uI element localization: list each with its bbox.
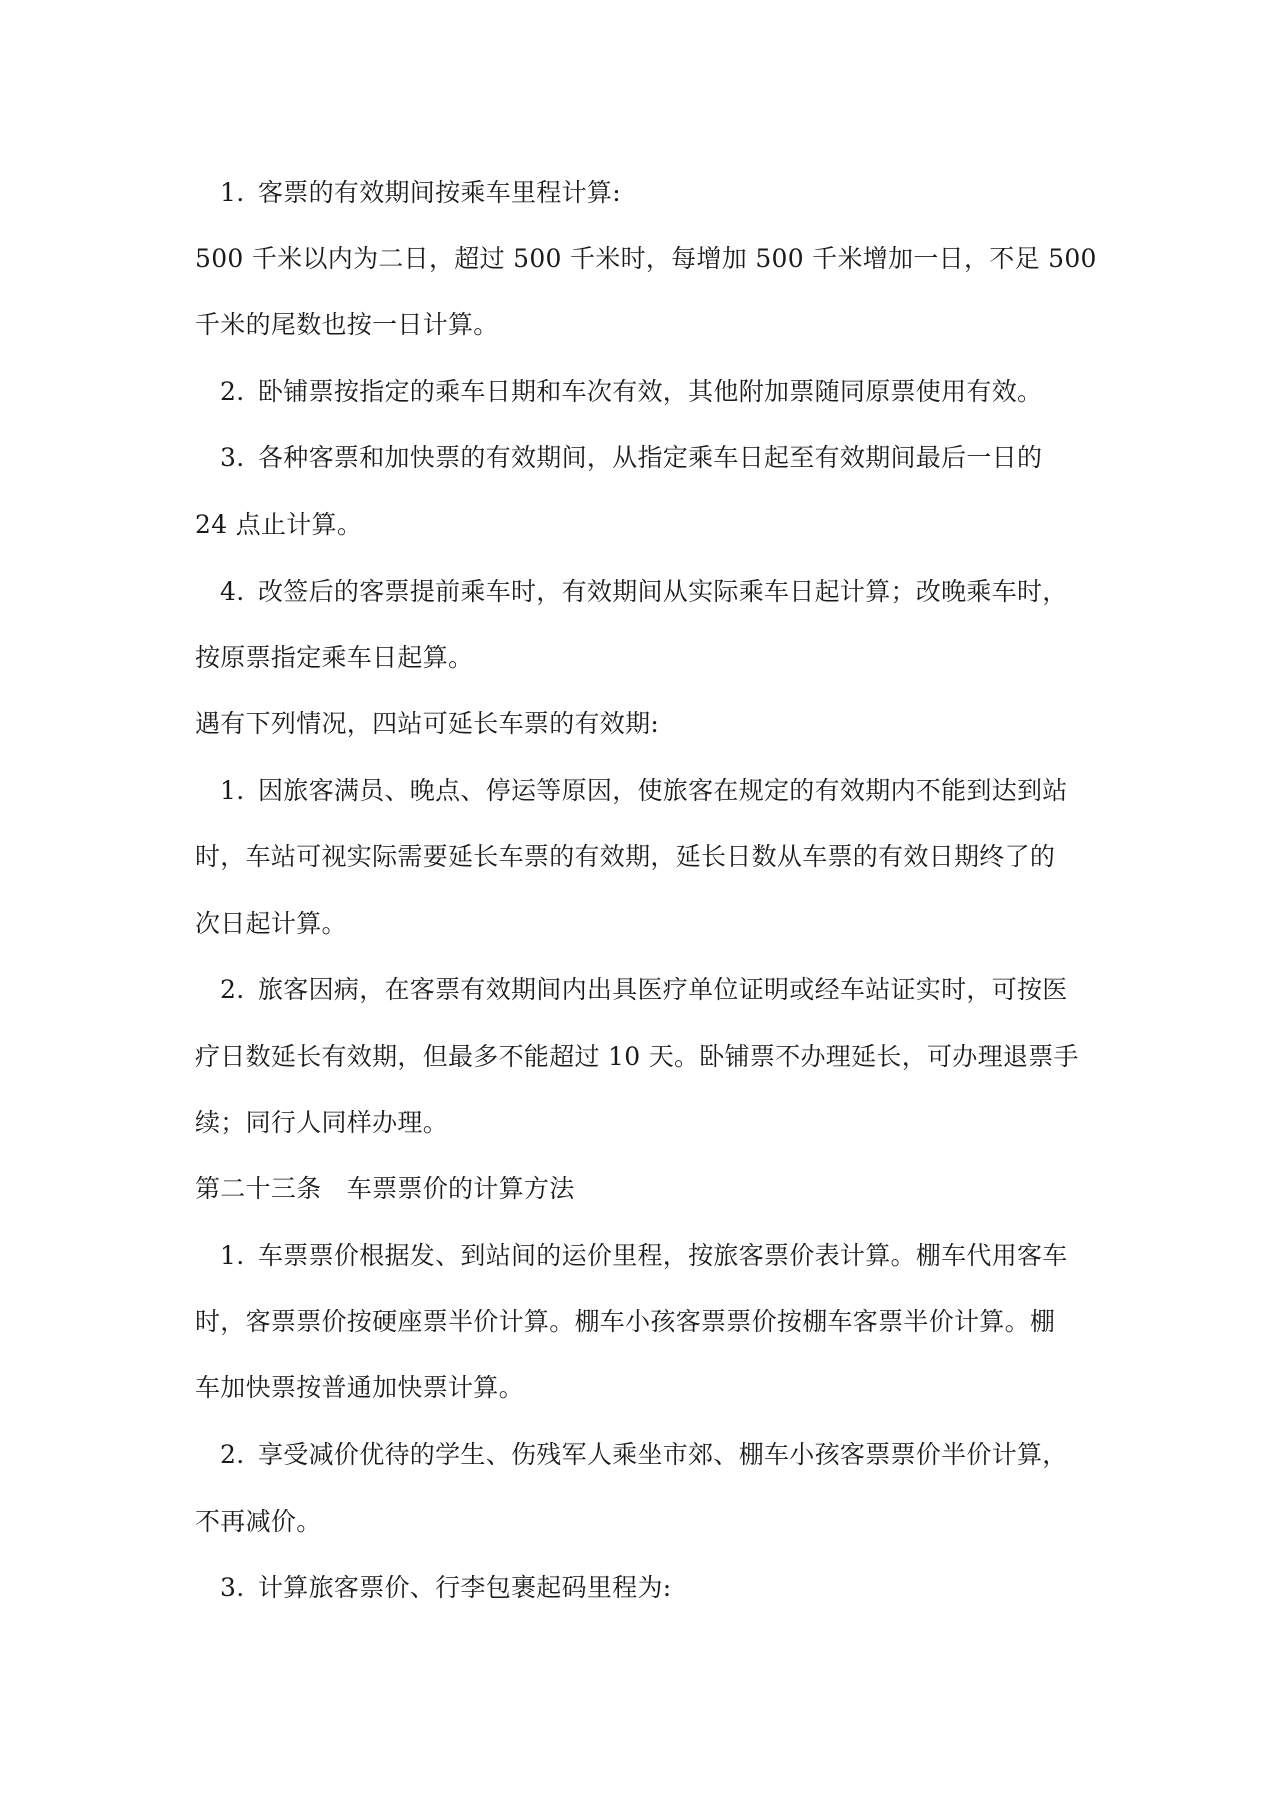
line-text: 遇有下列情况，四站可延长车票的有效期:	[195, 709, 660, 738]
line-text: 续；同行人同样办理。	[195, 1108, 449, 1137]
paragraph-line	[195, 1505, 322, 1539]
list-number: 2.	[220, 377, 245, 406]
line-text: 旅客因病，在客票有效期间内出具医疗单位证明或经车站证实时，可按医	[258, 975, 1068, 1004]
paragraph-line	[195, 1040, 1079, 1074]
paragraph-line	[195, 1106, 448, 1140]
paragraph-line	[195, 308, 499, 342]
list-number: 1.	[220, 776, 245, 805]
paragraph-line	[195, 707, 659, 741]
paragraph-line	[220, 176, 621, 210]
line-text: 时，客票票价按硬座票半价计算。棚车小孩客票票价按棚车客票半价计算。棚	[195, 1307, 1056, 1336]
line-text: 车票票价根据发、到站间的运价里程，按旅客票价表计算。棚车代用客车	[258, 1241, 1068, 1270]
paragraph-line	[195, 840, 1055, 874]
line-text: 第二十三条 车票票价的计算方法	[195, 1174, 575, 1203]
line-text: 车加快票按普通加快票计算。	[195, 1373, 524, 1402]
list-number: 1.	[220, 1241, 245, 1270]
line-text: 计算旅客票价、行李包裹起码里程为:	[258, 1573, 672, 1602]
paragraph-line	[195, 641, 473, 675]
paragraph-line	[220, 441, 1042, 475]
section-heading	[195, 1172, 575, 1206]
list-number: 2.	[220, 975, 245, 1004]
line-text: 24 点止计算。	[195, 510, 363, 539]
line-text: 时，车站可视实际需要延长车票的有效期，延长日数从车票的有效日期终了的	[195, 842, 1056, 871]
paragraph-line	[220, 375, 1042, 409]
line-text: 卧铺票按指定的乘车日期和车次有效，其他附加票随同原票使用有效。	[258, 377, 1043, 406]
paragraph-line	[195, 907, 347, 941]
list-number: 3.	[220, 443, 245, 472]
line-text: 客票的有效期间按乘车里程计算:	[258, 178, 621, 207]
paragraph-line	[195, 1305, 1055, 1339]
paragraph-line	[195, 1371, 524, 1405]
line-text: 千米的尾数也按一日计算。	[195, 310, 499, 339]
line-text: 改签后的客票提前乘车时，有效期间从实际乘车日起计算；改晚乘车时，	[258, 577, 1068, 606]
list-number: 3.	[220, 1573, 245, 1602]
list-number: 4.	[220, 577, 245, 606]
line-text: 次日起计算。	[195, 909, 347, 938]
paragraph-line	[220, 774, 1068, 808]
line-text: 因旅客满员、晚点、停运等原因，使旅客在规定的有效期内不能到达到站	[258, 776, 1068, 805]
paragraph-line	[220, 1239, 1068, 1273]
paragraph-line	[220, 1438, 1068, 1472]
list-number: 1.	[220, 178, 245, 207]
paragraph-line	[220, 1571, 672, 1605]
line-text: 500 千米以内为二日，超过 500 千米时，每增加 500 千米增加一日，不足 500	[195, 244, 1097, 273]
line-text: 各种客票和加快票的有效期间，从指定乘车日起至有效期间最后一日的	[258, 443, 1043, 472]
paragraph-line	[195, 242, 1097, 276]
paragraph-line	[220, 973, 1068, 1007]
list-number: 2.	[220, 1440, 245, 1469]
paragraph-line	[220, 575, 1068, 609]
line-text: 疗日数延长有效期，但最多不能超过 10 天。卧铺票不办理延长，可办理退票手	[195, 1042, 1079, 1071]
line-text: 不再减价。	[195, 1507, 322, 1536]
line-text: 享受减价优待的学生、伤残军人乘坐市郊、棚车小孩客票票价半价计算，	[258, 1440, 1068, 1469]
line-text: 按原票指定乘车日起算。	[195, 643, 474, 672]
paragraph-line	[195, 508, 362, 542]
